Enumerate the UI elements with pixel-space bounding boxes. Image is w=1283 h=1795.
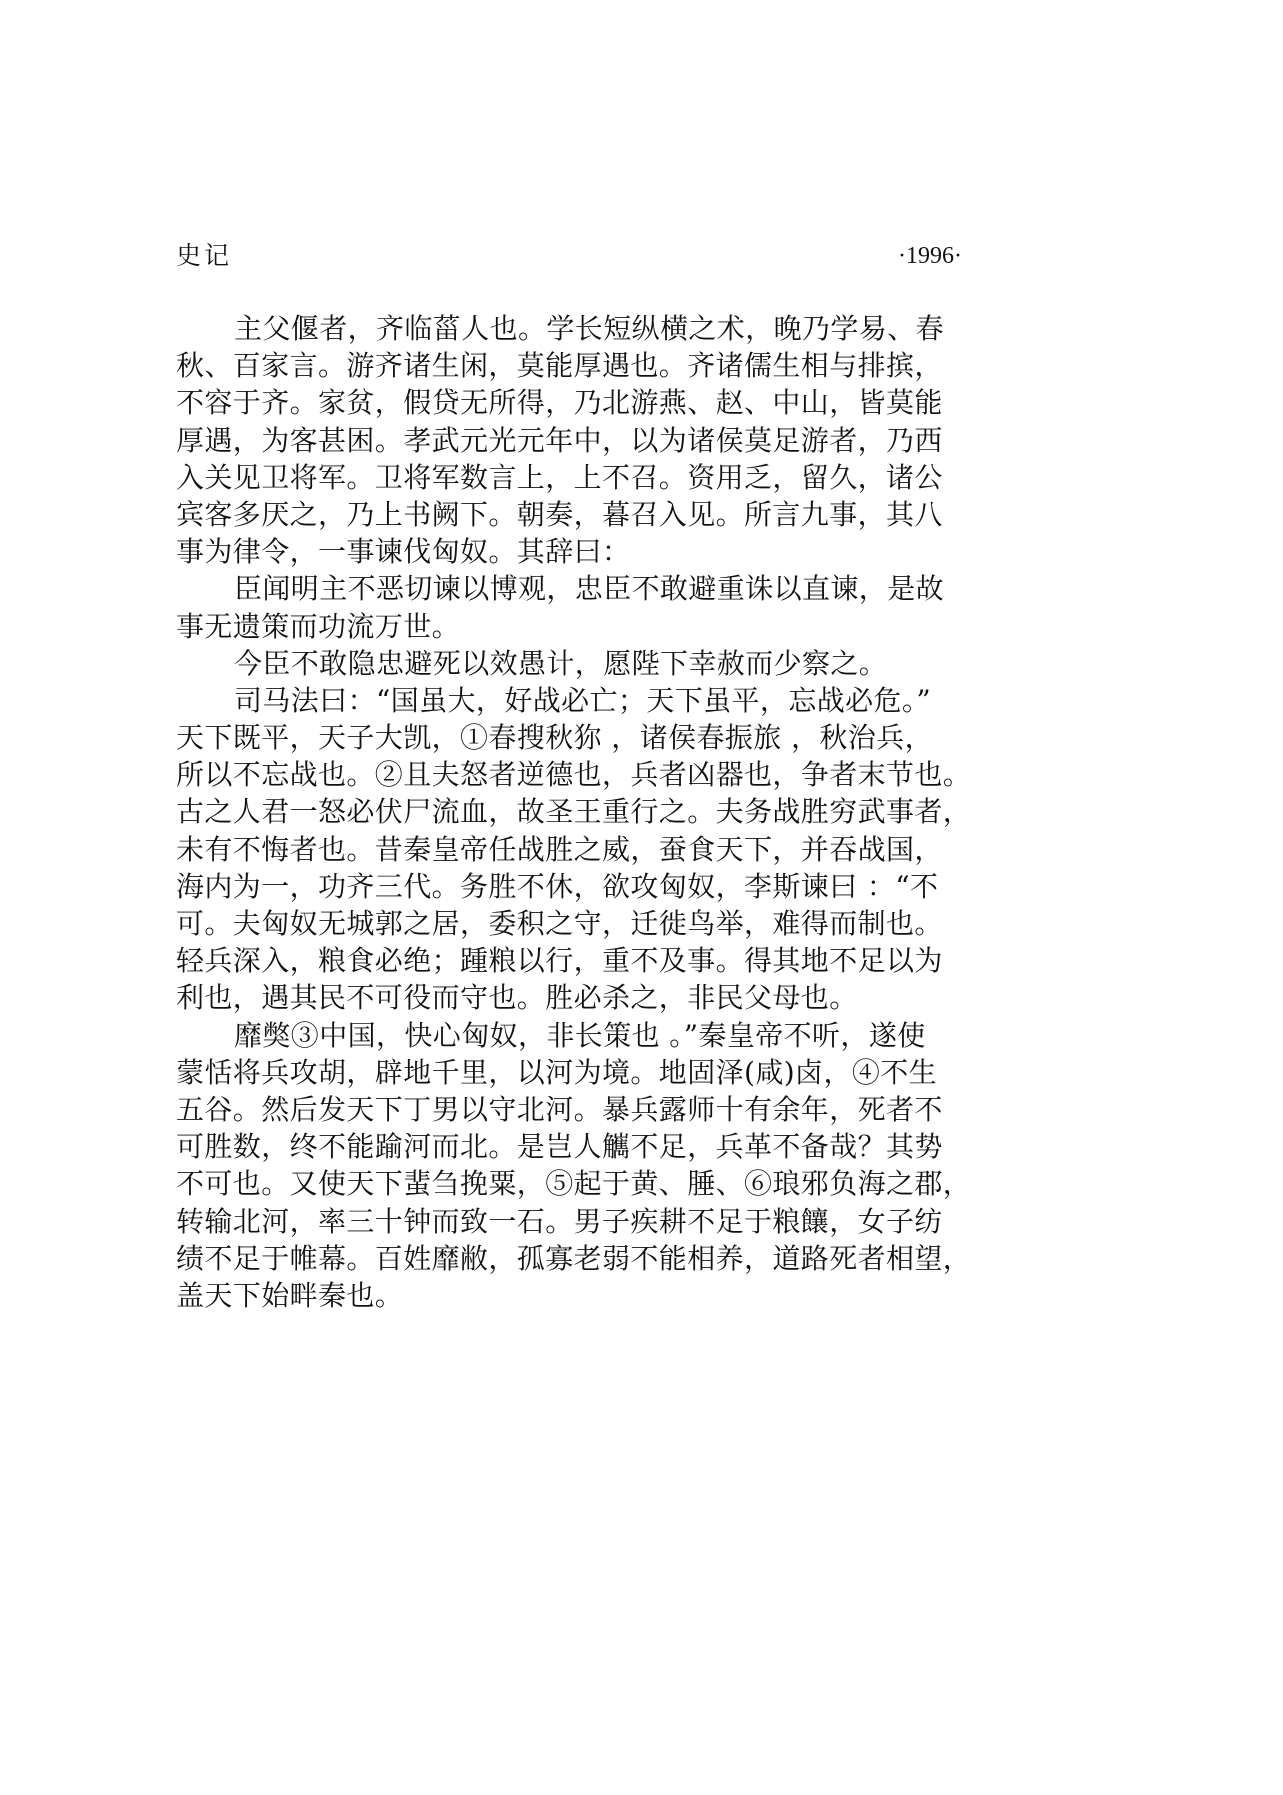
text-line: 不容于齐。家贫，假贷无所得，乃北游燕、赵、中山，皆莫能 <box>176 386 943 420</box>
text-line: 司马法曰：“国虽大，好战必亡；天下虽平，忘战必危。” <box>234 683 932 717</box>
text-line: 五谷。然后发天下丁男以守北河。暴兵露师十有余年，死者不 <box>176 1092 943 1126</box>
text-line: 轻兵深入，粮食必绝；踵粮以行，重不及事。得其地不足以为 <box>176 944 943 978</box>
text-line: 绩不足于帷幕。百姓靡敝，孤寡老弱不能相养，道路死者相望， <box>176 1241 972 1275</box>
text-line: 秋、百家言。游齐诸生闲，莫能厚遇也。齐诸儒生相与排摈， <box>176 349 943 383</box>
text-line: 臣闻明主不恶切谏以博观，忠臣不敢避重诛以直谏，是故 <box>234 572 945 606</box>
text-line: 转输北河，率三十钟而致一石。男子疾耕不足于粮饟，女子纺 <box>176 1204 943 1238</box>
text-line: 古之人君一怒必伏尸流血，故圣王重行之。夫务战胜穷武事者， <box>176 795 972 829</box>
text-line: 入关见卫将军。卫将军数言上，上不召。资用乏，留久，诸公 <box>176 460 943 494</box>
text-line: 主父偃者，齐临菑人也。学长短纵横之术，晚乃学易、春 <box>234 312 945 345</box>
text-line: 不可也。又使天下蜚刍挽粟，⑤起于黄、腄、⑥琅邪负海之郡， <box>176 1167 972 1201</box>
text-line: 厚遇，为客甚困。孝武元光元年中，以为诸侯莫足游者，乃西 <box>176 423 943 457</box>
text-line: 事无遗策而功流万世。 <box>176 609 461 643</box>
text-line: 盖天下始畔秦也。 <box>176 1278 404 1312</box>
text-line: 可胜数，终不能踰河而北。是岂人觽不足，兵革不备哉？其势 <box>176 1130 943 1164</box>
text-line: 所以不忘战也。②且夫怒者逆德也，兵者凶器也，争者末节也。 <box>176 758 972 792</box>
text-line: 天下既平，天子大凯，①春搜秋狝 ，诸侯春振旅 ，秋治兵， <box>176 721 934 755</box>
text-line: 海内为一，功齐三代。务胜不休，欲攻匈奴，李斯谏曰 ：“不 <box>176 869 939 903</box>
text-line: 今臣不敢隐忠避死以效愚计，愿陛下幸赦而少察之。 <box>234 646 888 680</box>
text-line: 宾客多厌之，乃上书阙下。朝奏，暮召入见。所言九事，其八 <box>176 497 943 531</box>
text-line: 可。夫匈奴无城郭之居，委积之守，迁徙鸟举，难得而制也。 <box>176 907 943 940</box>
text-line: 靡獘③中国，快心匈奴，非长策也 。”秦皇帝不听，遂使 <box>234 1018 926 1052</box>
page-number: ·1996· <box>898 243 962 269</box>
text-line: 利也，遇其民不可役而守也。胜必杀之，非民父母也。 <box>176 981 858 1015</box>
text-line: 事为律令，一事谏伐匈奴。其辞曰： <box>176 535 631 569</box>
text-line: 未有不悔者也。昔秦皇帝任战胜之威，蚕食天下，并吞战国， <box>176 832 943 866</box>
book-title: 史记 <box>176 241 233 270</box>
page-header <box>176 236 962 276</box>
text-line: 蒙恬将兵攻胡，辟地千里，以河为境。地固泽(咸)卤，④不生 <box>176 1055 938 1089</box>
text-body <box>176 310 976 1314</box>
